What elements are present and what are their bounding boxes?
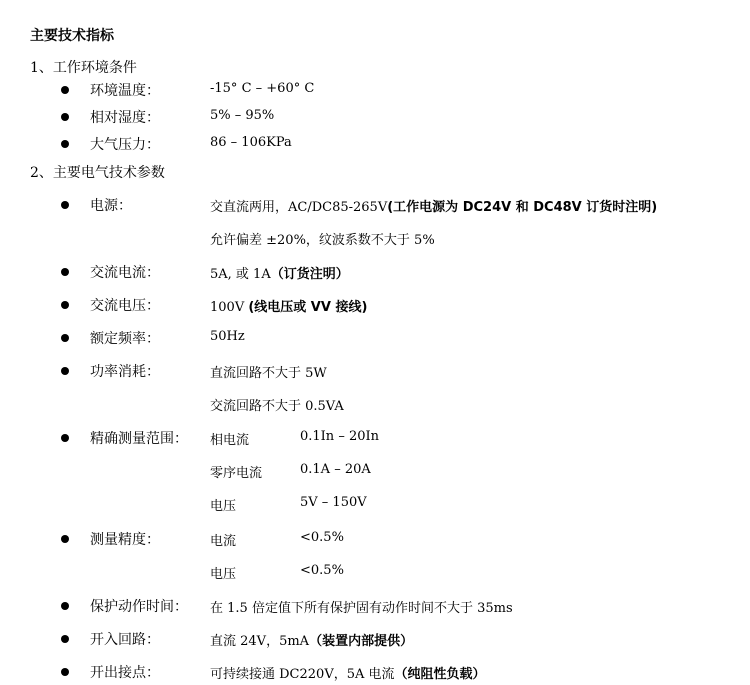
ac-current-value <box>210 263 349 282</box>
accuracy-current-value: <0.5% <box>300 530 344 545</box>
protection-time-value: 在 1.5 倍定值下所有保护固有动作时间不大于 35ms <box>210 601 513 616</box>
section-2-heading: 2、主要电气技术参数 <box>30 165 165 181</box>
power-value-line1 <box>210 196 657 215</box>
frequency-label: 额定频率： <box>90 331 160 347</box>
power-value-line2: 允许偏差 ±20%，纹波系数不大于 5% <box>210 233 435 248</box>
pressure-value: 86 – 106KPa <box>210 135 292 150</box>
ac-current-note: （订货注明） <box>270 267 349 282</box>
env-temperature-label: 环境温度： <box>90 83 160 99</box>
power-spec: 交直流两用，AC/DC85-265V <box>210 200 388 215</box>
input-circuit-spec: 直流 24V，5mA <box>210 634 310 649</box>
range-zero-seq-name: 零序电流 <box>210 466 263 481</box>
bullet-icon <box>61 535 69 543</box>
range-phase-current-name: 相电流 <box>210 433 250 448</box>
output-contact-label: 开出接点： <box>90 665 160 681</box>
power-consumption-dc: 直流回路不大于 5W <box>210 366 327 381</box>
accuracy-label: 测量精度： <box>90 532 160 548</box>
power-order-note: (工作电源为 DC24V 和 DC48V 订货时注明) <box>387 200 658 215</box>
frequency-value: 50Hz <box>210 329 245 344</box>
bullet-icon <box>61 635 69 643</box>
bullet-icon <box>61 668 69 676</box>
power-label: 电源： <box>90 198 132 214</box>
output-contact-note: （纯阻性负载） <box>394 667 486 682</box>
bullet-icon <box>61 113 69 121</box>
input-circuit-note: （装置内部提供） <box>309 634 414 649</box>
humidity-label: 相对湿度： <box>90 110 160 126</box>
power-consumption-label: 功率消耗： <box>90 364 160 380</box>
bullet-icon <box>61 86 69 94</box>
env-temperature-value: -15° C – +60° C <box>210 81 315 96</box>
ac-voltage-label: 交流电压： <box>90 298 160 314</box>
output-contact-spec: 可持续接通 DC220V，5A 电流 <box>210 667 395 682</box>
document-title: 主要技术指标 <box>30 28 114 44</box>
input-circuit-value <box>210 630 413 649</box>
range-voltage-name: 电压 <box>210 499 237 514</box>
ac-current-label: 交流电流： <box>90 265 160 281</box>
range-zero-seq-value: 0.1A – 20A <box>300 462 371 477</box>
power-consumption-ac: 交流回路不大于 0.5VA <box>210 399 344 414</box>
bullet-icon <box>61 301 69 309</box>
humidity-value: 5% – 95% <box>210 108 275 123</box>
accuracy-current-name: 电流 <box>210 534 237 549</box>
protection-time-label: 保护动作时间： <box>90 599 188 615</box>
range-phase-current-value: 0.1In – 20In <box>300 429 379 444</box>
input-circuit-label: 开入回路： <box>90 632 160 648</box>
ac-current-spec: 5A, 或 1A <box>210 267 271 282</box>
ac-voltage-value <box>210 296 367 315</box>
measurement-range-label: 精确测量范围： <box>90 431 188 447</box>
section-1-heading: 1、工作环境条件 <box>30 60 137 76</box>
bullet-icon <box>61 602 69 610</box>
pressure-label: 大气压力： <box>90 137 160 153</box>
ac-voltage-spec: 100V <box>210 300 249 315</box>
output-contact-value <box>210 663 486 682</box>
bullet-icon <box>61 201 69 209</box>
ac-voltage-note: (线电压或 VV 接线) <box>248 300 368 315</box>
bullet-icon <box>61 367 69 375</box>
bullet-icon <box>61 434 69 442</box>
bullet-icon <box>61 268 69 276</box>
accuracy-voltage-value: <0.5% <box>300 563 344 578</box>
bullet-icon <box>61 140 69 148</box>
range-voltage-value: 5V – 150V <box>300 495 367 510</box>
bullet-icon <box>61 334 69 342</box>
accuracy-voltage-name: 电压 <box>210 567 237 582</box>
